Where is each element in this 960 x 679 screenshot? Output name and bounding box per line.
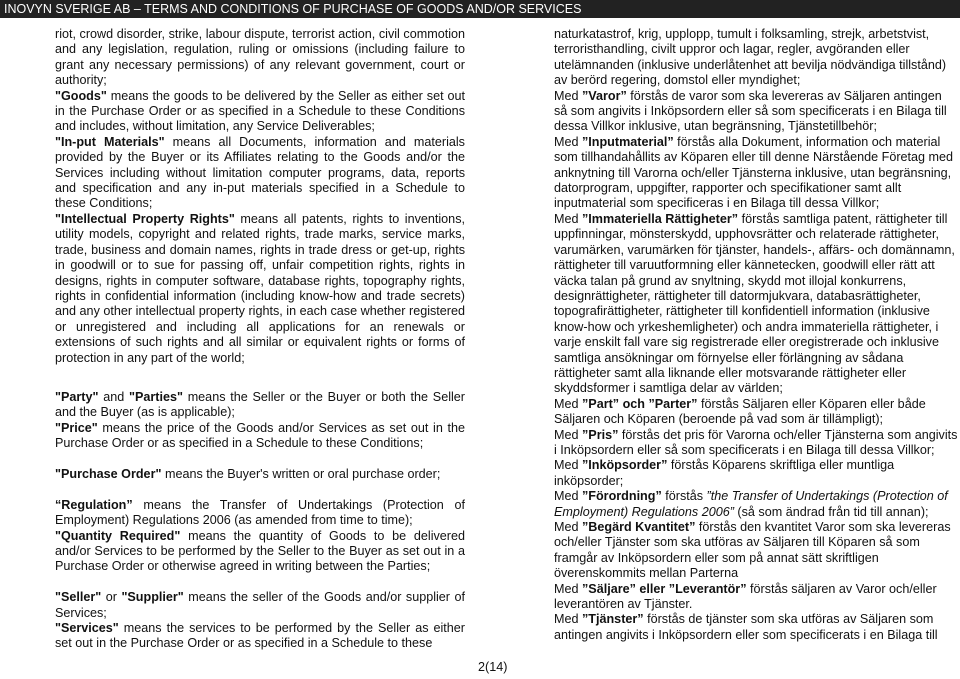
swedish-column — [554, 27, 958, 643]
document-header-bar — [0, 0, 960, 18]
definition-seller: "Seller" or "Supplier" means the seller of the Goods and/or supplier of Services; — [55, 590, 465, 620]
definition-part: Med ”Part” och ”Parter” förstås Säljaren eller Köparen eller både Säljaren och Köparen (beroende på vad som är tillämpligt); — [554, 396, 926, 427]
definition-forordning: Med ”Förordning” förstås ”the Transfer of Undertakings (Protection of Employment) Regulations 2006” (så som ändrad från tid till annan); — [554, 489, 948, 519]
term-price: "Price" — [55, 420, 98, 435]
term-seller: "Seller" — [55, 590, 102, 605]
term-services: "Services" — [55, 620, 119, 635]
term-ipr: "Intellectual Property Rights" — [55, 211, 235, 226]
definition-force-majeure-continued-sv: naturkatastrof, krig, upplopp, tumult i folksamling, strejk, arbetstvist, terroristhandling, civilt uppror och lagar, regler, avgöranden eller utelämnanden (inklusive underlåtenhet att bevilja nödvändiga tillstånd) av berörd regering, domstol eller myndighet; — [554, 27, 947, 88]
definition-tjanster: Med ”Tjänster” förstås de tjänster som ska utföras av Säljaren som antingen angivits i Inköpsordern eller som specificerats i en Bilaga till — [554, 612, 938, 642]
definition-inkopsorder: Med ”Inköpsorder” förstås Köparens skriftliga eller muntliga inköpsorder; — [554, 458, 895, 488]
term-inkopsorder: ”Inköpsorder” — [582, 458, 668, 473]
term-parties: "Parties" — [128, 389, 183, 404]
definition-quantity-required: "Quantity Required" means the quantity of Goods to be delivered and/or Services to be performed by the Seller to the Buyer as set out in a Purchase Order or otherwise agreed in writing between the Parties; — [55, 528, 465, 574]
term-input-materials: "In-put Materials" — [55, 134, 165, 149]
document-title: INOVYN SVERIGE AB – TERMS AND CONDITIONS OF PURCHASE OF GOODS AND/OR SERVICES — [4, 2, 582, 16]
regulation-title-italic: ”the Transfer of Undertakings (Protection of Employment) Regulations 2006” — [554, 489, 948, 519]
term-goods: "Goods" — [55, 88, 107, 103]
definition-varor: Med ”Varor” förstås de varor som ska levereras av Säljaren antingen så som angivits i Inköpsordern eller så som specificerats i en Bilaga till dessa Villkor inklusive, utan begränsning, Tjänstetillbehör; — [554, 88, 947, 134]
term-regulation: “Regulation” — [55, 497, 133, 512]
term-pris: ”Pris” — [582, 427, 619, 442]
term-party: "Party" — [55, 389, 99, 404]
definition-inputmaterial: Med ”Inputmaterial” förstås alla Dokument, information och material som tillhandahållits av Köparen eller till denne Närstående Företag med anknytning till Varorna och/eller Tjänsterna inklusive, utan begränsning, datorprogram, uppgifter, rapporter och specifikationer samt allt inputmaterial som specificeras i en Bilaga till dessa Villkor; — [554, 134, 954, 211]
term-purchase-order: "Purchase Order" — [55, 466, 162, 481]
term-inputmaterial: ”Inputmaterial” — [582, 134, 674, 149]
definition-begard-kvantitet: Med ”Begärd Kvantitet” förstås den kvantitet Varor som ska levereras och/eller Tjänster som ska utföras av Säljaren till Köparen så som framgår av Inköpsordern eller som på annat sätt skriftligen överenskommits mellan Parterna — [554, 520, 951, 581]
definition-regulation: “Regulation” means the Transfer of Undertakings (Protection of Employment) Regulations 2006 (as amended from time to time); — [55, 497, 465, 528]
definition-input-materials: "In-put Materials" means all Documents, information and materials provided by the Buyer or its Affiliates relating to the Goods and/or the Services including without limitation computer programs, data, reports and specification and any in-put materials specified in a Schedule to these Conditions; — [55, 134, 465, 211]
definition-goods: "Goods" means the goods to be delivered by the Seller as either set out in the Purchase Order or as specified in a Schedule to these Conditions and includes, without limitation, any Service Deliverables; — [55, 88, 465, 134]
term-quantity-required: "Quantity Required" — [55, 528, 181, 543]
definition-party: "Party" and "Parties" means the Seller or the Buyer or both the Seller and the Buyer (as is applicable); — [55, 389, 466, 420]
english-column — [55, 27, 465, 652]
term-part-parter: ”Part” och ”Parter” — [582, 396, 698, 411]
definition-pris: Med ”Pris” förstås det pris för Varorna och/eller Tjänsterna som angivits i Inköpsordern eller så som specificerats i en Bilaga till dessa Villkor; — [554, 427, 958, 457]
term-saljare-leverantor: ”Säljare” eller ”Leverantör” — [582, 581, 747, 596]
definition-force-majeure-continued: riot, crowd disorder, strike, labour dispute, terrorist action, civil commotion and any legislation, regulation, ruling or omissions (including failure to grant any necessary permissions) of any relevant government, court or authority; — [55, 27, 465, 88]
term-begard-kvantitet: ”Begärd Kvantitet” — [582, 520, 696, 534]
term-supplier: "Supplier" — [121, 590, 184, 605]
term-tjanster: ”Tjänster” — [582, 612, 644, 627]
term-varor: ”Varor” — [582, 88, 627, 103]
term-forordning: ”Förordning” — [582, 489, 662, 504]
definition-services: "Services" means the services to be performed by the Seller as either set out in the Purchase Order or as specified in a Schedule to these — [55, 620, 465, 651]
definition-purchase-order: "Purchase Order" means the Buyer's written or oral purchase order; — [55, 466, 441, 481]
definition-saljare: Med ”Säljare” eller ”Leverantör” förstås säljaren av Varor och/eller leverantören av Tjänster. — [554, 581, 937, 612]
term-immateriella-rattigheter: ”Immateriella Rättigheter” — [582, 211, 739, 226]
definition-immateriella-rattigheter: Med ”Immateriella Rättigheter” förstås samtliga patent, rättigheter till uppfinningar, mönsterskydd, upphovsrätter och relaterade rättigheter, varumärken, varumärken för tjänster, handels-, affärs- och domännamn, rättigheter till varuutformning eller kännetecken, goodwill eller rätt att väcka talan på grund av snyltning, skydd mot illojal konkurrens, designrättigheter, rättigheter till datormjukvara, databasrättigheter, topografirättigheter, rättigheter till konfidentiell information (inklusive know-how och yrkeshemligheter) och andra immateriella rättigheter, i varje enskilt fall vare sig registrerade eller oregistrerade och inklusive samtliga ansökningar om förnyelse eller förlängning av sådana rättigheter samt alla liknande eller motsvarande rättigheter eller skyddsformer i samtliga delar av världen; — [554, 211, 955, 396]
definition-price: "Price" means the price of the Goods and/or Services as set out in the Purchase Order or as specified in a Schedule to these Conditions; — [55, 420, 465, 451]
page-number: 2(14) — [478, 660, 508, 674]
definition-intellectual-property-rights: "Intellectual Property Rights" means all patents, rights to inventions, utility models, copyright and related rights, trade marks, service marks, trade, business and domain names, rights in trade dress or get-up, rights in goodwill or to sue for passing off, unfair competition rights, rights in designs, rights in computer software, database rights, topography rights, rights in confidential information (including know-how and trade secrets) and any other intellectual property rights, in each case whether registered or unregistered and including all applications for an renewals or extensions of such rights and all similar or equivalent rights or forms of protection in any part of the world; — [55, 211, 465, 365]
